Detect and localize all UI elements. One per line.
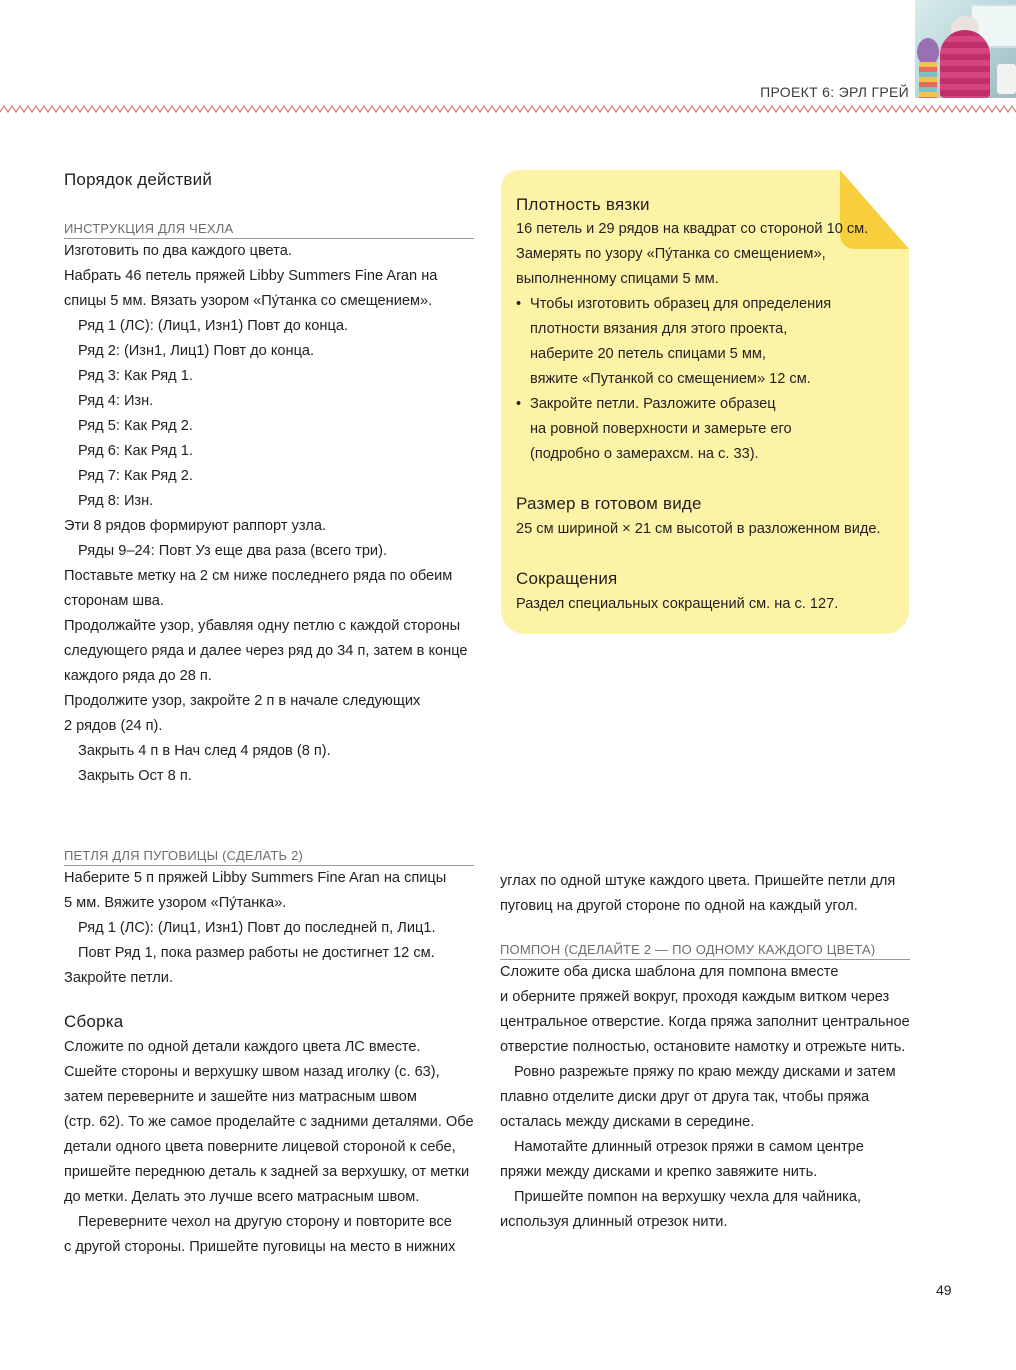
text-line: Закройте петли. — [64, 970, 174, 986]
text-line: Ряд 3: Как Ряд 1. — [78, 368, 193, 384]
text-line: 5 мм. Вяжите узором «Пу́танка». — [64, 895, 287, 911]
text-line: выполненному спицами 5 мм. — [516, 271, 719, 287]
subsection-heading: ПЕТЛЯ ДЛЯ ПУГОВИЦЫ (СДЕЛАТЬ 2) — [64, 847, 474, 866]
text-line: Ряд 6: Как Ряд 1. — [78, 443, 193, 459]
text-line: на ровной поверхности и замерьте его — [530, 421, 792, 437]
text-line: Закрыть 4 п в Нач след 4 рядов (8 п). — [78, 743, 331, 759]
size-title: Размер в готовом виде — [516, 494, 702, 513]
text-line: Переверните чехол на другую сторону и повторите все — [78, 1214, 452, 1230]
text-line: Ряд 1 (ЛС): (Лиц1, Изн1) Повт до последней п, Лиц1. — [78, 920, 436, 936]
text-line: центральное отверстие. Когда пряжа заполнит центральное — [500, 1014, 910, 1030]
text-line: Сложите по одной детали каждого цвета ЛС вместе. — [64, 1039, 421, 1055]
text-line: Ряд 7: Как Ряд 2. — [78, 468, 193, 484]
right-column-bottom — [500, 869, 910, 1235]
text-line: Ровно разрежьте пряжу по краю между дисками и затем — [514, 1064, 896, 1080]
text-line: Ряд 4: Изн. — [78, 393, 154, 409]
bullet-item — [516, 292, 896, 392]
subsection-heading: ПОМПОН (СДЕЛАЙТЕ 2 — ПО ОДНОМУ КАЖДОГО ЦВЕТА) — [500, 941, 910, 960]
text-line: с другой стороны. Пришейте пуговицы на место в нижних — [64, 1239, 456, 1255]
info-note-content — [516, 193, 896, 617]
text-line: Повт Ряд 1, пока размер работы не достигнет 12 см. — [78, 945, 435, 961]
text-line: Замерять по узору «Пу́танка со смещением», — [516, 246, 826, 262]
text-line: до метки. Делать это лучше всего матрасным швом. — [64, 1189, 420, 1205]
text-line: Намотайте длинный отрезок пряжи в самом центре — [514, 1139, 864, 1155]
text-line: плавно отделите диски друг от друга так, чтобы пряжа — [500, 1089, 870, 1105]
text-line: и оберните пряжей вокруг, проходя каждым витком через — [500, 989, 890, 1005]
text-line: (подробно о замерахсм. на с. 33). — [530, 446, 759, 462]
text-line: пряжи между дисками и крепко завяжите нить. — [500, 1164, 818, 1180]
text-line: осталась между дисками в середине. — [500, 1114, 755, 1130]
text-line: 2 рядов (24 п). — [64, 718, 163, 734]
bullet-item — [516, 392, 896, 467]
text-line: углах по одной штуке каждого цвета. Пришейте петли для — [500, 873, 896, 889]
text-line: Поставьте метку на 2 см ниже последнего ряда по обеим — [64, 568, 453, 584]
bullet-icon: • — [516, 296, 522, 312]
section-title: Порядок действий — [64, 170, 213, 189]
text-line: используя длинный отрезок нити. — [500, 1214, 728, 1230]
text-line: каждого ряда до 28 п. — [64, 668, 212, 684]
text-line: Закройте петли. Разложите образец — [530, 396, 776, 412]
text-line: Закрыть Ост 8 п. — [78, 768, 192, 784]
text-line: Наберите 5 п пряжей Libby Summers Fine Aran на спицы — [64, 870, 447, 886]
text-line: Продолжите узор, закройте 2 п в начале следующих — [64, 693, 421, 709]
page-number: 49 — [936, 1282, 952, 1298]
tea-cosy-photo — [915, 0, 1016, 98]
text-line: пуговиц на другой стороне по одной на каждый угол. — [500, 898, 858, 914]
left-column-top — [64, 168, 474, 789]
text-line: Эти 8 рядов формируют раппорт узла. — [64, 518, 327, 534]
text-line: наберите 20 петель спицами 5 мм, — [530, 346, 766, 362]
text-line: 25 см шириной × 21 см высотой в разложенном виде. — [516, 521, 881, 537]
text-line: 16 петель и 29 рядов на квадрат со стороной 10 см. — [516, 221, 869, 237]
text-line: (стр. 62). То же самое проделайте с задними деталями. Обе — [64, 1114, 474, 1130]
text-line: спицы 5 мм. Вязать узором «Пу́танка со смещением». — [64, 293, 433, 309]
text-line: Ряд 1 (ЛС): (Лиц1, Изн1) Повт до конца. — [78, 318, 348, 334]
text-line: следующего ряда и далее через ряд до 34 п, затем в конце — [64, 643, 468, 659]
text-line: Пришейте помпон на верхушку чехла для чайника, — [514, 1189, 862, 1205]
text-line: затем переверните и зашейте низ матрасным швом — [64, 1089, 417, 1105]
text-line: Ряд 5: Как Ряд 2. — [78, 418, 193, 434]
text-line: Ряд 2: (Изн1, Лиц1) Повт до конца. — [78, 343, 315, 359]
text-line: пришейте переднюю деталь к задней за верхушку, от метки — [64, 1164, 470, 1180]
zigzag-divider — [0, 103, 1016, 115]
text-line: Набрать 46 петель пряжей Libby Summers Fine Aran на — [64, 268, 438, 284]
text-line: сторонам шва. — [64, 593, 164, 609]
text-line: Чтобы изготовить образец для определения — [530, 296, 832, 312]
text-line: Ряд 8: Изн. — [78, 493, 154, 509]
text-line: Ряды 9–24: Повт Уз еще два раза (всего три). — [78, 543, 387, 559]
text-line: детали одного цвета поверните лицевой стороной к себе, — [64, 1139, 456, 1155]
text-line: Сложите оба диска шаблона для помпона вместе — [500, 964, 839, 980]
abbreviations-title: Сокращения — [516, 569, 618, 588]
text-line: Раздел специальных сокращений см. на с. 127. — [516, 596, 839, 612]
text-line: плотности вязания для этого проекта, — [530, 321, 788, 337]
bullet-icon: • — [516, 396, 522, 412]
assembly-title: Сборка — [64, 1012, 124, 1031]
text-line: отверстие полностью, остановите намотку и отрежьте нить. — [500, 1039, 906, 1055]
text-line: Изготовить по два каждого цвета. — [64, 243, 292, 259]
left-column-bottom — [64, 847, 474, 1260]
text-line: Сшейте стороны и верхушку швом назад иголку (с. 63), — [64, 1064, 440, 1080]
gauge-title: Плотность вязки — [516, 195, 650, 214]
text-line: Продолжайте узор, убавляя одну петлю с каждой стороны — [64, 618, 461, 634]
subsection-heading: ИНСТРУКЦИЯ ДЛЯ ЧЕХЛА — [64, 220, 474, 239]
cover-instructions — [64, 239, 474, 789]
running-head: ПРОЕКТ 6: ЭРЛ ГРЕЙ — [760, 84, 909, 100]
text-line: вяжите «Путанкой со смещением» 12 см. — [530, 371, 811, 387]
